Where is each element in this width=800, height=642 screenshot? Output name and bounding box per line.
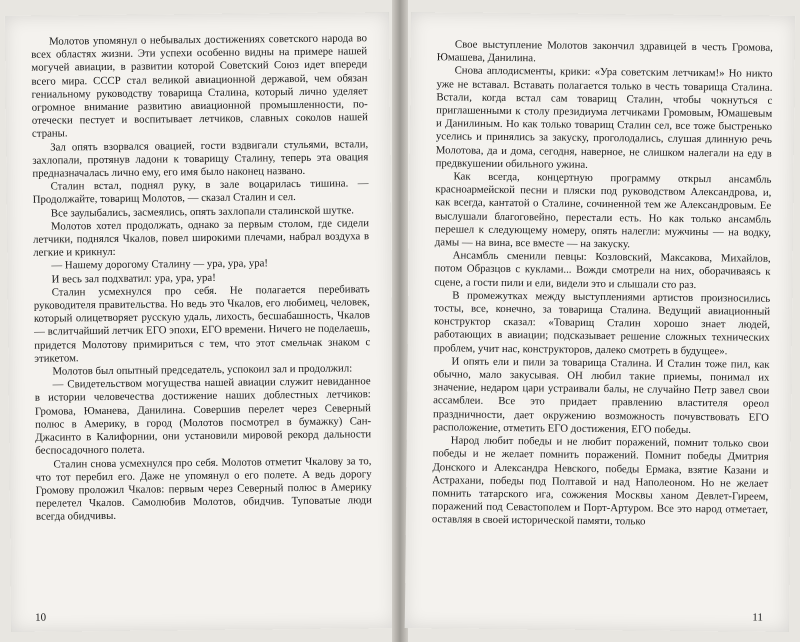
paragraph: Зал опять взорвался овацией, гости вздвигали стульями, встали, захлопали, протянув ладони к товарищу Сталину, теперь эта овация предназначалась лично ему, его имя было наконец названо.	[32, 137, 369, 180]
paragraph: Народ любит победы и не любит поражений, помнит только свои победы и не желает помнить поражений. Помнит победы Дмитрия Донского и Александра Невского, победы Ермака, взятие Казани и Астрахани, победы под Полтавой и над Наполеоном. Но не желает помнить татарского ига, сожжения Москвы ханом Девлет-Гиреем, поражений под Севастополем и Порт-Артуром. Все это народ отметает, оставляя в своей исторической памяти, только	[431, 434, 769, 528]
paragraph: И весь зал подхватил: ура, ура, ура!	[51, 271, 216, 286]
paragraph: И опять ели и пили за товарища Сталина. И Сталин тоже пил, как обычно, мало закусывая. ОН любил такие приемы, понимал их значение, недаром цари устраивали балы, не случайно Петр завел свои ассамблеи. Все это придает правлению властителя ореол праздничности, дает окружению возможность почувствовать ЕГО расположение, отметить ЕГО достижения, ЕГО победы.	[432, 355, 770, 436]
paragraph: Сталин встал, поднял руку, в зале воцарилась тишина. — Продолжайте, товарищ Молотов, — сказал Сталин и сел.	[32, 177, 369, 207]
paragraph: Молотов был опытный председатель, успокоил зал и продолжил:	[52, 362, 353, 378]
right-page-text	[432, 38, 773, 530]
paragraph: Все заулыбались, засмеялись, опять захлопали сталинской шутке.	[50, 204, 354, 220]
left-page-text	[31, 32, 372, 524]
paragraph: Сталин снова усмехнулся про себя. Молотов отметит Чкалову за то, что тот перебил его. Даже не упомянул о его полете. А ведь дорогу Громову проложил Чкалов: первым через Северный полюс в Америку перелетел Чкалов. Самолюбив Молотов, обидчив. Туповатые люди всегда обидчивы.	[35, 454, 372, 524]
paragraph: Молотов хотел продолжать, однако за первым столом, где сидели летчики, поднялся Чкалов, повел широкими плечами, набрал воздуха в легкие и крикнул:	[33, 217, 370, 259]
paragraph: Свое выступление Молотов закончил здравицей в честь Громова, Юмашева, Данилина.	[436, 38, 773, 65]
paragraph: Молотов упомянул о небывалых достижениях советского народа во всех областях жизни. Эти успехи особенно видны на примере нашей могучей авиации, в развитии которой Советский Союз идет впереди всего мира. СССР стал великой авиационной державой, чем обязан гениальному руководству товарища Сталина, который лично уделяет огромное внимание развитию авиационной промышленности, по-отечески пестует и воспитывает летчиков, славных соколов нашей страны.	[31, 32, 368, 141]
paragraph: Сталин усмехнулся про себя. Не полагается перебивать руководителя правительства. Но ведь это Чкалов, его любимец, человек, который олицетворяет русскую удаль, лихость, бесшабашность, Чкалов — вслитчайший летчик ЕГО эпохи, ЕГО времени. Ничего не поделаешь, придется Молотову примириться с тем, что этот смельчак знаком с этикетом.	[33, 283, 371, 365]
paragraph: В промежутках между выступлениями артистов произносились тосты, все, конечно, за товарища Сталина. Ведущий авиационный конструктор сказал: «Товарищ Сталин хорошо знает людей, работающих в авиации; подсказывает решение сложных технических проблем, учит нас, конструкторов, далеко смотреть в будущее».	[433, 289, 771, 358]
paragraph: — Свидетельством могущества нашей авиации служит невиданное в истории человечества достижение наших доблестных летчиков: Громова, Юманева, Данилина. Совершив перелет через Северный полюс в Америку, в город (Молотов посмотрел в бумажку) Сан-Джасинто в Калифорнии, они установили мировой рекорд дальности беспосадочного полета.	[34, 375, 372, 458]
paragraph: Снова аплодисменты, крики: «Ура советским летчикам!» Но никто уже не вставал. Вставать полагается только в честь товарища Сталина. Встали, когда встал сам товарищ Сталин, чтобы чокнуться с приглашенными к столу президиума летчиками Громовым, Юмашевым и Данилиным. Но как только товарищ Сталин сел, все тоже быстренько уселись и принялись за закуску, проголодались, слушая длинную речь Молотова, да и дома, сегодня, наверное, не слишком налегали на еду в предвкушении обильного ужина.	[435, 64, 773, 171]
paragraph: — Нашему дорогому Сталину — ура, ура, ура!	[51, 257, 269, 273]
left-page	[5, 12, 395, 632]
paragraph: Как всегда, концертную программу открыл ансамбль красноармейской песни и пляски под руководством Александрова, и, как всегда, кантатой о Сталине, сочиненной тем же Александровым. Ее выслушали благоговейно, перестали есть. Но как только ансамбль перешел к следующему номеру, опять налегли: мужчины — на водку, дамы — на вина, все вместе — на закуску.	[434, 170, 772, 251]
paragraph: Ансамбль сменили певцы: Козловский, Максакова, Михайлов, потом Образцов с куклами... Вожди смотрели на них, оборачиваясь к сцене, а гости пили и ели, видели это и слышали сто раз.	[434, 249, 771, 291]
page-number: 11	[752, 611, 763, 624]
right-page	[405, 12, 795, 632]
page-number: 10	[35, 611, 47, 624]
